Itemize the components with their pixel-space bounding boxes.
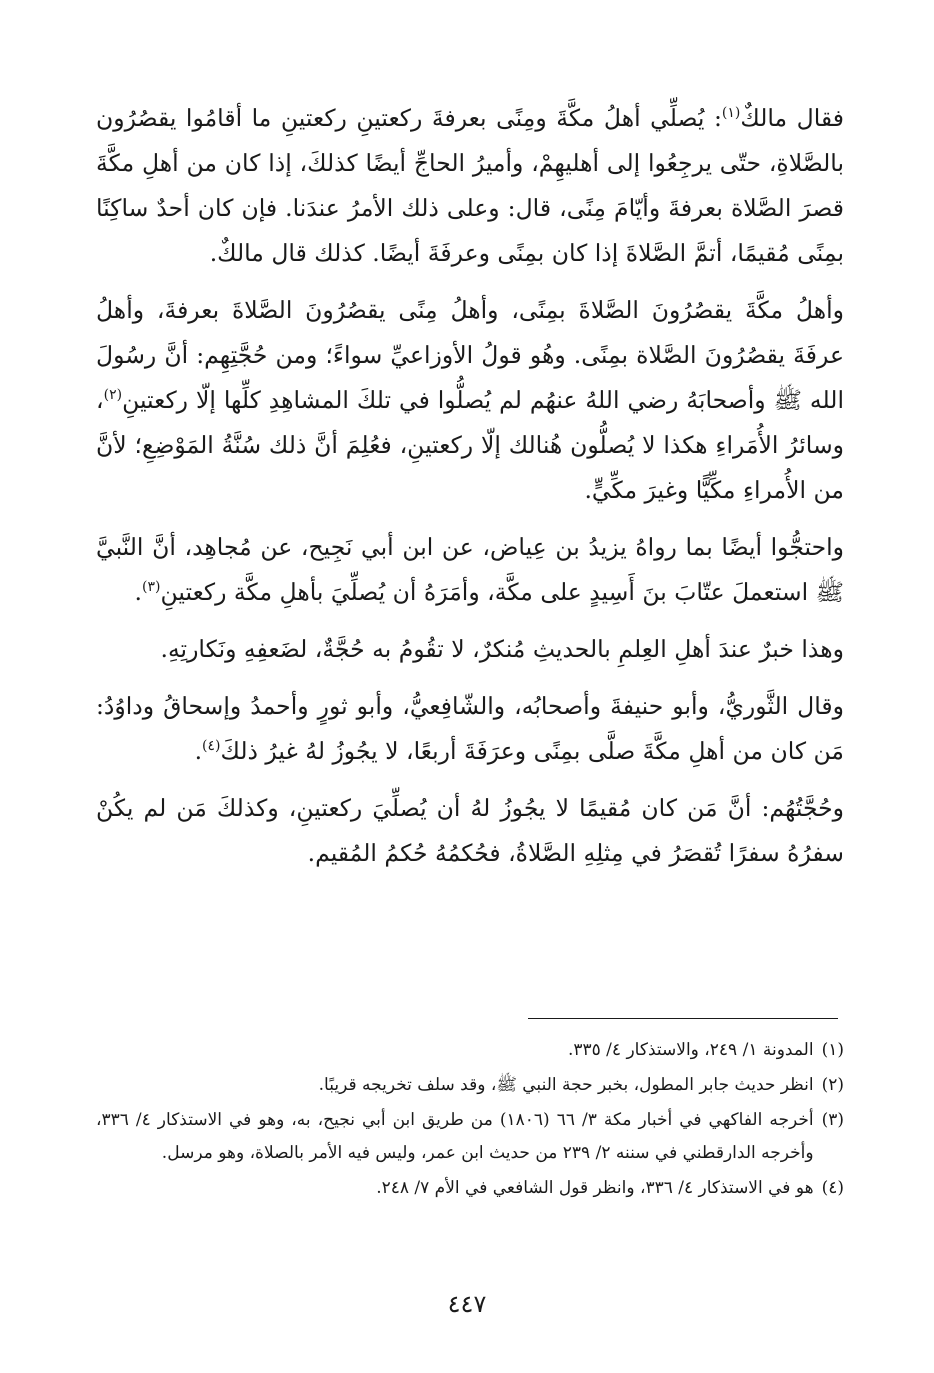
footnote-ref[interactable]: (١) (721, 105, 741, 122)
footnote-ref[interactable]: (٤) (202, 738, 221, 755)
page-number: ٤٤٧ (447, 1290, 487, 1318)
footnote-number: (٢) (821, 1075, 844, 1095)
paragraph-text: : يُصلِّي أهلُ مكَّةَ ومِنًى بعرفةَ ركعتينِ ركعتينِ ما أقامُوا يقصُرُون بالصَّلاةِ، حتّى يرجِعُوا إلى أهليهِمْ، وأميرُ الحاجِّ أيضًا كذلكَ، إذا كان من أهلِ مكَّةَ قصرَ الصَّلاة بعرفةَ وأيّامَ مِنًى، قال: وعلى ذلك الأمرُ عندَنا. فإن كان أحدٌ ساكِنًا بمِنًى مُقيمًا، أتمَّ الصَّلاةَ إذا كان بمِنًى وعرفَةَ أيضًا. كذلك قال مالكٌ. (96, 104, 844, 267)
footnote-number: (١) (821, 1040, 844, 1060)
main-text (96, 96, 844, 888)
footnote-text: هو في الاستذكار ٤/ ٣٣٦، وانظر قول الشافعي في الأم ٧/ ٢٤٨. (376, 1178, 814, 1198)
paragraph-text: فقال مالكٌ (740, 104, 844, 132)
paragraph-4 (96, 627, 844, 672)
footnote-ref[interactable]: (٣) (142, 579, 161, 596)
footnote-divider (528, 1018, 838, 1019)
footnote-2 (96, 1069, 844, 1102)
paragraph-2 (96, 288, 844, 513)
footnote-4 (96, 1172, 844, 1205)
paragraph-text: . (134, 578, 143, 606)
paragraph-1 (96, 96, 844, 276)
paragraph-text: وقال الثَّوريُّ، وأبو حنيفةَ وأصحابُه، والشّافِعيُّ، وأبو ثورٍ وأحمدُ وإسحاقُ وداوُدُ: مَن كان من أهلِ مكَّةَ صلَّى بمِنًى وعرَفَةَ أربعًا، لا يجُوزُ لهُ غيرُ ذلكَ (96, 692, 844, 765)
footnote-1 (96, 1034, 844, 1067)
footnote-3 (96, 1104, 844, 1170)
footnote-text: المدونة ١/ ٢٤٩، والاستذكار ٤/ ٣٣٥. (567, 1040, 814, 1060)
paragraph-text: . (194, 737, 203, 765)
footnotes (96, 1034, 844, 1207)
paragraph-6 (96, 786, 844, 876)
footnote-text: انظر حديث جابر المطول، بخبر حجة النبي ﷺ، وقد سلف تخريجه قريبًا. (318, 1075, 814, 1095)
footnote-number: (٣) (821, 1110, 844, 1130)
paragraph-3 (96, 525, 844, 615)
paragraph-text: ، وسائرُ الأُمَراءِ هكذا لا يُصلُّون هُنالك إلّا ركعتينِ، فعُلِمَ أنَّ ذلك سُنَّةُ المَوْضِعِ؛ لأنَّ من الأُمراءِ مكِّيًّا وغيرَ مكِّيٍّ. (96, 386, 844, 504)
footnote-text: أخرجه الفاكهي في أخبار مكة ٣/ ٦٦ (١٨٠٦) من طريق ابن أبي نجيح، به، وهو في الاستذكار ٤/ ٣٣٦، وأخرجه الدارقطني في سننه ٢/ ٢٣٩ من حديث ابن عمر، وليس فيه الأمر بالصلاة، وهو مرسل. (96, 1110, 814, 1163)
paragraph-text: وحُجَّتُهُم: أنَّ مَن كان مُقيمًا لا يجُوزُ لهُ أن يُصلِّيَ ركعتينِ، وكذلكَ مَن لم يكُنْ سفرُهُ سفرًا تُقصَرُ في مِثلِهِ الصَّلاةُ، فحُكمُهُ حُكمُ المُقيم. (96, 794, 844, 867)
footnote-ref[interactable]: (٢) (103, 387, 123, 404)
paragraph-text: وأهلُ مكَّةَ يقصُرُونَ الصَّلاةَ بمِنًى، وأهلُ مِنًى يقصُرُونَ الصَّلاةَ بعرفةَ، وأهلُ عرفَةَ يقصُرُونَ الصَّلاة بمِنًى. وهُو قولُ الأوزاعيِّ سواءً؛ ومن حُجَّتِهِم: أنَّ رسُولَ الله ﷺ وأصحابَهُ رضي اللهُ عنهُم لم يُصلُّوا في تلكَ المشاهِدِ كلِّها إلّا ركعتينِ (96, 296, 844, 414)
footnote-number: (٤) (821, 1178, 844, 1198)
paragraph-5 (96, 684, 844, 774)
paragraph-text: وهذا خبرٌ عندَ أهلِ العِلمِ بالحديثِ مُنكرٌ، لا تقُومُ به حُجَّةٌ، لضَعفِهِ ونَكارتِهِ. (160, 635, 844, 663)
paragraph-text: واحتجُّوا أيضًا بما رواهُ يزيدُ بن عِياض، عن ابن أبي نَجِيح، عن مُجاهِد، أنَّ النَّبيَّ ﷺ استعملَ عتّابَ بنَ أَسِيدٍ على مكَّة، وأمَرَهُ أن يُصلِّيَ بأهلِ مكَّة ركعتينِ (96, 533, 844, 606)
